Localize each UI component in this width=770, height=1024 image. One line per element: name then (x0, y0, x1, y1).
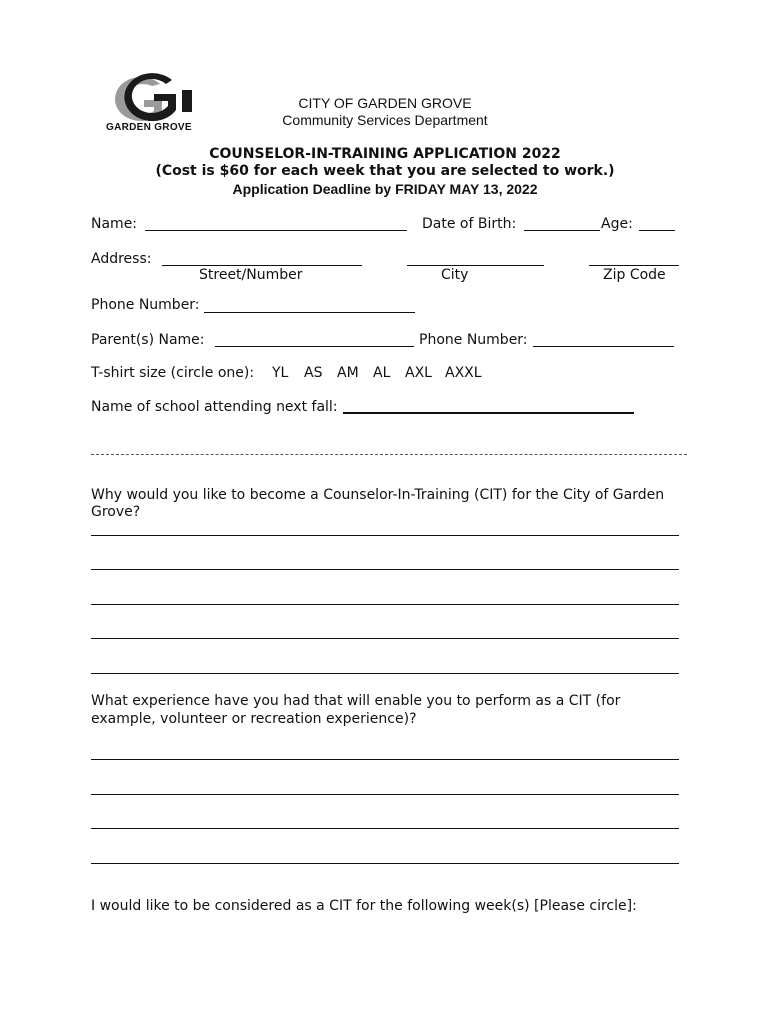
school-label: Name of school attending next fall: (91, 399, 338, 415)
name-field[interactable] (145, 230, 407, 231)
question-1-line-1: Why would you like to become a Counselor-In-Training (CIT) for the City of Garden (91, 487, 665, 503)
answer-2-line-2[interactable] (91, 794, 679, 795)
question-2-line-2: example, volunteer or recreation experience)? (91, 711, 417, 727)
cost-note: (Cost is $60 for each week that you are selected to work.) (155, 163, 615, 179)
age-label: Age: (601, 216, 633, 232)
logo-wordmark: GARDEN GROVE (106, 122, 192, 133)
answer-2-line-1[interactable] (91, 759, 679, 760)
name-label: Name: (91, 216, 138, 232)
question-2-line-1: What experience have you had that will enable you to perform as a CIT (for (91, 693, 621, 709)
answer-2-line-4[interactable] (91, 863, 679, 864)
age-field[interactable] (639, 230, 675, 231)
parents-name-label: Parent(s) Name: (91, 332, 205, 348)
question-1-line-2: Grove? (91, 504, 141, 520)
answer-1-line-3[interactable] (91, 604, 679, 605)
tshirt-size-axl[interactable]: AXL (405, 365, 432, 381)
deadline-note: Application Deadline by FRIDAY MAY 13, 2022 (232, 181, 538, 197)
phone-field[interactable] (204, 312, 415, 313)
zip-field[interactable] (589, 265, 679, 266)
tshirt-size-am[interactable]: AM (337, 365, 359, 381)
city-field[interactable] (407, 265, 544, 266)
city-caption: City (441, 267, 469, 283)
school-field[interactable] (343, 412, 634, 414)
parents-name-field[interactable] (215, 346, 414, 347)
tshirt-size-as[interactable]: AS (304, 365, 323, 381)
tshirt-label: T-shirt size (circle one): (91, 365, 255, 381)
phone-label: Phone Number: (91, 297, 200, 313)
question-3: I would like to be considered as a CIT for the following week(s) [Please circle]: (91, 898, 637, 914)
parents-phone-field[interactable] (533, 346, 674, 347)
section-divider (91, 454, 687, 455)
street-field[interactable] (162, 265, 362, 266)
answer-1-line-4[interactable] (91, 638, 679, 639)
tshirt-size-yl[interactable]: YL (272, 365, 289, 381)
org-name: CITY OF GARDEN GROVE (298, 95, 472, 111)
dept-name: Community Services Department (282, 112, 488, 128)
parents-phone-label: Phone Number: (419, 332, 528, 348)
answer-1-line-5[interactable] (91, 673, 679, 674)
application-title: COUNSELOR-IN-TRAINING APPLICATION 2022 (209, 146, 561, 162)
tshirt-size-axxl[interactable]: AXXL (445, 365, 482, 381)
dob-field[interactable] (524, 230, 600, 231)
zip-caption: Zip Code (603, 267, 666, 283)
address-label: Address: (91, 251, 152, 267)
answer-1-line-1[interactable] (91, 535, 679, 536)
street-caption: Street/Number (199, 267, 303, 283)
answer-1-line-2[interactable] (91, 569, 679, 570)
answer-2-line-3[interactable] (91, 828, 679, 829)
tshirt-size-al[interactable]: AL (373, 365, 391, 381)
dob-label: Date of Birth: (422, 216, 517, 232)
